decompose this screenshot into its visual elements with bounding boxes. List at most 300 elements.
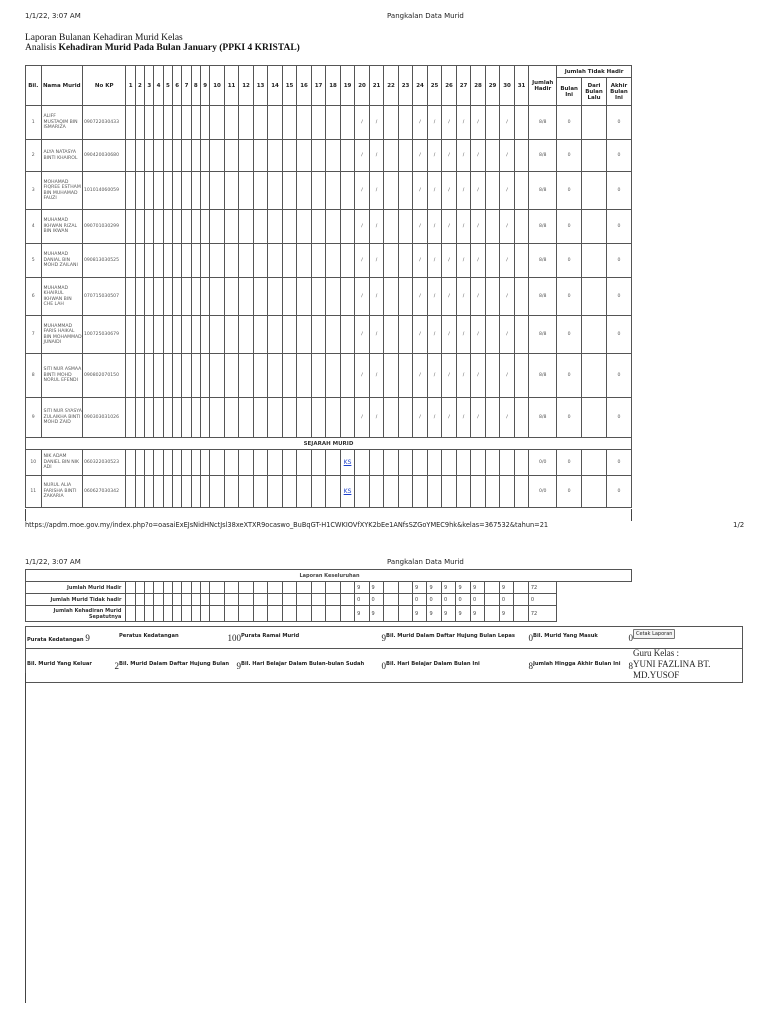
cell-attendance-mark: / [369, 354, 384, 398]
cell-attendance-mark: / [369, 106, 384, 140]
cell-day [282, 354, 297, 398]
peratus-kedatangan-value: 100 [227, 632, 241, 643]
summary-cell [200, 582, 209, 594]
cell-attendance-mark: / [471, 398, 486, 438]
summary-cell [239, 594, 253, 606]
cell-attendance-mark: / [427, 106, 442, 140]
cell-day [210, 450, 225, 476]
header-day: 13 [253, 66, 268, 106]
summary-cell [172, 606, 181, 622]
cell-bulan-ini: 0 [557, 476, 582, 508]
header-day: 29 [485, 66, 500, 106]
header-day: 10 [210, 66, 225, 106]
cell-attendance-mark: / [442, 398, 457, 438]
cell-day [398, 210, 413, 244]
cell-day [384, 140, 399, 172]
cell-day [326, 172, 341, 210]
cell-day [253, 244, 268, 278]
cell-day [514, 172, 529, 210]
cell-day [145, 244, 154, 278]
summary-cell [297, 606, 311, 622]
cell-day [239, 316, 254, 354]
summary-cell [282, 594, 296, 606]
summary-value: 9 [470, 606, 484, 622]
cell-day [126, 354, 135, 398]
cell-attendance-mark: / [355, 172, 370, 210]
cell-day [173, 140, 182, 172]
summary-spacer [556, 594, 631, 606]
header-jumlah-hadir: Jumlah Hadir [529, 66, 557, 106]
summary-cell [182, 594, 191, 606]
cell-nama: MUHAMAD KHAIRUL IKHWAN BIN CHE LAH [41, 278, 82, 316]
laporan-keseluruhan-title: Laporan Keseluruhan [26, 570, 632, 582]
table-row [26, 106, 632, 140]
cell-day [191, 172, 200, 210]
cell-day [282, 210, 297, 244]
jumlah-akhir-value: 8 [628, 660, 633, 671]
header-day: 19 [340, 66, 355, 106]
cell-day [239, 172, 254, 210]
cell-day [311, 278, 326, 316]
cell-day [210, 106, 225, 140]
summary-cell [268, 594, 282, 606]
cell-attendance-mark: / [471, 210, 486, 244]
summary-cell [135, 594, 144, 606]
summary-value: 0 [369, 594, 383, 606]
cell-attendance-mark: / [456, 172, 471, 210]
cell-day [210, 316, 225, 354]
cell-day [427, 476, 442, 508]
header-day: 9 [200, 66, 209, 106]
cell-attendance-mark: / [471, 244, 486, 278]
cell-day [200, 244, 209, 278]
cell-day [154, 172, 163, 210]
cell-bulan-ini: 0 [557, 316, 582, 354]
cell-day [135, 172, 144, 210]
cell-day [182, 278, 191, 316]
cell-day [340, 244, 355, 278]
cell-day [182, 316, 191, 354]
cell-attendance-mark: / [442, 140, 457, 172]
cell-day [485, 140, 500, 172]
summary-cell [384, 582, 398, 594]
cell-day [173, 476, 182, 508]
cell-day [224, 316, 239, 354]
summary-cell [311, 606, 325, 622]
summary-cell [126, 594, 135, 606]
cell-day [200, 316, 209, 354]
guru-kelas-name: YUNI FAZLINA BT. MD.YUSOF [633, 659, 711, 680]
cell-day [173, 210, 182, 244]
cell-hadir: 8/8 [529, 398, 557, 438]
summary-cell [126, 606, 135, 622]
cell-day [282, 476, 297, 508]
cell-day [514, 316, 529, 354]
cell-attendance-mark: / [369, 210, 384, 244]
cell-hadir: 8/8 [529, 354, 557, 398]
cell-day [253, 354, 268, 398]
cell-day [163, 106, 172, 140]
cell-attendance-mark: / [369, 244, 384, 278]
cell-day [297, 354, 312, 398]
cell-day [135, 450, 144, 476]
cell-akhir-bulan-ini: 0 [606, 398, 631, 438]
cell-day [297, 278, 312, 316]
stats-table-wrap [25, 626, 743, 683]
ks-link[interactable]: KS [343, 488, 352, 495]
cell-day [268, 450, 283, 476]
cell-day [471, 476, 486, 508]
cell-hadir: 0/0 [529, 476, 557, 508]
cell-day [182, 398, 191, 438]
summary-value: 0 [441, 594, 455, 606]
cell-dari-bulan-lalu [582, 398, 607, 438]
cell-day [163, 210, 172, 244]
summary-value: 9 [427, 582, 441, 594]
summary-cell [154, 606, 163, 622]
cell-nokp: 070715030507 [82, 278, 126, 316]
summary-cell [163, 594, 172, 606]
cell-day [182, 244, 191, 278]
bil-daftar-lepas-value: 0 [528, 632, 533, 643]
cell-bulan-ini: 0 [557, 172, 582, 210]
cell-attendance-mark: / [369, 316, 384, 354]
summary-total: 72 [528, 606, 556, 622]
cell-day [154, 316, 163, 354]
cell-day [340, 172, 355, 210]
cell-day [398, 316, 413, 354]
page2-margin-left [25, 673, 26, 1003]
cell-day [224, 398, 239, 438]
cell-akhir-bulan-ini: 0 [606, 210, 631, 244]
header-day: 6 [173, 66, 182, 106]
cell-day [514, 278, 529, 316]
summary-table [25, 569, 632, 622]
summary-value: 9 [427, 606, 441, 622]
header-day: 2 [135, 66, 144, 106]
summary-cell [485, 582, 499, 594]
cell-day [163, 278, 172, 316]
header-day: 20 [355, 66, 370, 106]
attendance-table-wrap [25, 65, 632, 508]
cell-day [384, 316, 399, 354]
cell-attendance-mark: / [442, 244, 457, 278]
cell-attendance-mark: / [442, 172, 457, 210]
hari-sudah-label: Bil. Hari Belajar Dalam Bulan-bulan Sudah [241, 660, 365, 667]
summary-cell [282, 606, 296, 622]
cell-day [145, 398, 154, 438]
cell-day [485, 244, 500, 278]
summary-cell [182, 606, 191, 622]
summary-cell [485, 606, 499, 622]
cell-akhir-bulan-ini: 0 [606, 172, 631, 210]
cell-day [297, 398, 312, 438]
cell-attendance-mark: / [413, 316, 428, 354]
cell-attendance-mark: / [456, 278, 471, 316]
summary-value: 9 [369, 606, 383, 622]
header-day: 12 [239, 66, 254, 106]
cell-day [210, 244, 225, 278]
cell-attendance-mark: / [500, 398, 515, 438]
summary-value: 9 [413, 582, 427, 594]
report-subtitle-prefix: Analisis [25, 43, 59, 53]
cell-day [135, 316, 144, 354]
summary-cell [210, 594, 224, 606]
cell-day [224, 244, 239, 278]
cell-dari-bulan-lalu [582, 172, 607, 210]
cell-day [224, 172, 239, 210]
cell-attendance-mark: / [500, 354, 515, 398]
cell-day [182, 172, 191, 210]
cell-attendance-mark: / [413, 106, 428, 140]
cell-attendance-mark: / [456, 210, 471, 244]
table-row [26, 140, 632, 172]
cell-day [427, 450, 442, 476]
cell-dari-bulan-lalu [582, 106, 607, 140]
cell-hadir: 8/8 [529, 316, 557, 354]
cell-day [154, 476, 163, 508]
cell-day [239, 354, 254, 398]
header-dari-bulan-lalu: Dari Bulan Lalu [582, 78, 607, 106]
cell-day [191, 476, 200, 508]
summary-value: 9 [499, 606, 513, 622]
bil-keluar-value: 2 [114, 660, 119, 671]
cell-day [485, 450, 500, 476]
cell-day [485, 476, 500, 508]
cell-day [485, 278, 500, 316]
summary-cell [384, 606, 398, 622]
cell-akhir-bulan-ini: 0 [606, 316, 631, 354]
cell-attendance-mark: / [413, 140, 428, 172]
cell-akhir-bulan-ini: 0 [606, 450, 631, 476]
cell-day [253, 106, 268, 140]
cell-attendance-mark: / [355, 140, 370, 172]
cell-hadir: 8/8 [529, 278, 557, 316]
cell-attendance-mark: / [355, 278, 370, 316]
summary-cell [326, 582, 340, 594]
cell-day [340, 106, 355, 140]
cell-day [191, 354, 200, 398]
cell-day [224, 450, 239, 476]
cell-day [224, 278, 239, 316]
cell-nama: NURUL ALIA FARISHA BINTI ZAKARIA [41, 476, 82, 508]
summary-cell [253, 582, 267, 594]
cell-attendance-mark: / [471, 316, 486, 354]
cell-day [384, 354, 399, 398]
cell-day [239, 106, 254, 140]
summary-cell [282, 582, 296, 594]
cell-day [145, 172, 154, 210]
cell-day [384, 172, 399, 210]
cell-day [191, 398, 200, 438]
summary-cell [514, 582, 528, 594]
cell-day [154, 244, 163, 278]
header-day: 27 [456, 66, 471, 106]
cell-akhir-bulan-ini: 0 [606, 140, 631, 172]
cell-dari-bulan-lalu [582, 210, 607, 244]
cell-day [485, 106, 500, 140]
cell-attendance-mark: / [456, 140, 471, 172]
cell-hadir: 8/8 [529, 106, 557, 140]
cell-day [191, 278, 200, 316]
cell-day [210, 278, 225, 316]
bil-daftar-lepas-label: Bil. Murid Dalam Daftar Hujung Bulan Lepas [386, 632, 515, 639]
summary-cell [514, 594, 528, 606]
cell-bil: 2 [26, 140, 42, 172]
cell-attendance-mark: / [500, 140, 515, 172]
cell-day [154, 210, 163, 244]
cell-attendance-mark: / [355, 210, 370, 244]
summary-label: Jumlah Murid Hadir [26, 582, 126, 594]
site-title-2: Pangkalan Data Murid [387, 558, 464, 566]
cell-day [126, 106, 135, 140]
cell-day [471, 450, 486, 476]
cell-attendance-mark: / [471, 172, 486, 210]
cell-day [355, 450, 370, 476]
cell-day [326, 476, 341, 508]
cell-attendance-mark: / [355, 244, 370, 278]
header-day: 26 [442, 66, 457, 106]
cell-day [297, 450, 312, 476]
table-row [26, 244, 632, 278]
cell-day [239, 244, 254, 278]
cell-day [398, 140, 413, 172]
cell-day [398, 450, 413, 476]
cell-nokp: 060627030342 [82, 476, 126, 508]
cell-attendance-mark: / [442, 316, 457, 354]
cell-nama: MUHAMMAD FARIS HAIKAL BIN MOHAMMAD JUNAIDI [41, 316, 82, 354]
peratus-kedatangan-label: Peratus Kedatangan [119, 632, 179, 639]
cell-day [326, 140, 341, 172]
cell-day [282, 450, 297, 476]
cell-day [200, 106, 209, 140]
cell-bil: 4 [26, 210, 42, 244]
cell-day [282, 140, 297, 172]
cell-nama: SITI NUR SYASYA ZULAIKHA BINTI MOHD ZAID [41, 398, 82, 438]
bil-masuk-label: Bil. Murid Yang Masuk [533, 632, 598, 639]
cell-day [224, 140, 239, 172]
summary-cell [210, 606, 224, 622]
cell-hadir: 8/8 [529, 140, 557, 172]
summary-cell [145, 582, 154, 594]
header-day: 16 [297, 66, 312, 106]
cell-day [163, 354, 172, 398]
table-row [26, 210, 632, 244]
summary-value: 9 [499, 582, 513, 594]
cell-akhir-bulan-ini: 0 [606, 476, 631, 508]
header-bulan-ini: Bulan Ini [557, 78, 582, 106]
cell-attendance-mark: / [369, 172, 384, 210]
header-bil: Bil. [26, 66, 42, 106]
cell-attendance-mark: / [369, 140, 384, 172]
cell-day [126, 450, 135, 476]
cell-nama: NIK ADAM DANIEL BIN NIK ADI [41, 450, 82, 476]
cell-day [369, 476, 384, 508]
cell-day [311, 398, 326, 438]
cell-nama: SITI NUR ASMAA BINTI MOHD NORUL EFENDI [41, 354, 82, 398]
ks-link[interactable]: KS [343, 459, 352, 466]
summary-cell [340, 606, 354, 622]
cell-day [297, 244, 312, 278]
cell-day [514, 244, 529, 278]
cell-attendance-mark: / [413, 244, 428, 278]
cell-day [326, 398, 341, 438]
cell-day [268, 172, 283, 210]
cell-day [145, 354, 154, 398]
summary-value: 0 [456, 594, 470, 606]
cell-day [210, 140, 225, 172]
summary-value: 9 [355, 606, 369, 622]
summary-cell [311, 594, 325, 606]
header-day: 24 [413, 66, 428, 106]
cell-attendance-mark: / [427, 244, 442, 278]
cell-day [311, 450, 326, 476]
cell-day [326, 278, 341, 316]
cell-day [282, 316, 297, 354]
cell-bulan-ini: 0 [557, 106, 582, 140]
cell-attendance-mark: / [413, 354, 428, 398]
cell-day [126, 244, 135, 278]
cell-day [210, 210, 225, 244]
cell-day [200, 354, 209, 398]
cell-day [326, 244, 341, 278]
cell-attendance-mark: / [427, 172, 442, 210]
bil-daftar-lepas-cell [386, 627, 533, 649]
cell-day [239, 476, 254, 508]
cell-day [135, 398, 144, 438]
cell-attendance-mark: / [500, 172, 515, 210]
summary-cell [172, 594, 181, 606]
cell-attendance-mark: / [369, 398, 384, 438]
cell-day [326, 106, 341, 140]
purata-kedatangan-cell [26, 627, 120, 649]
summary-value: 0 [499, 594, 513, 606]
bil-masuk-cell [533, 627, 633, 649]
cell-bulan-ini: 0 [557, 398, 582, 438]
header-jumlah-tidak-hadir: Jumlah Tidak Hadir [557, 66, 632, 78]
cell-day [173, 172, 182, 210]
cell-bil: 7 [26, 316, 42, 354]
cell-dari-bulan-lalu [582, 244, 607, 278]
summary-row [26, 594, 632, 606]
cell-attendance-mark: / [413, 172, 428, 210]
page-number: 1/2 [733, 521, 745, 529]
cell-day [182, 354, 191, 398]
cell-day [173, 106, 182, 140]
cell-day [182, 106, 191, 140]
cell-day [173, 278, 182, 316]
cell-day [514, 450, 529, 476]
cell-bulan-ini: 0 [557, 278, 582, 316]
cell-bil: 10 [26, 450, 42, 476]
cell-day [297, 210, 312, 244]
cetak-laporan-button[interactable]: Cetak Laporan [633, 629, 675, 639]
cell-hadir: 8/8 [529, 244, 557, 278]
cell-day [163, 398, 172, 438]
cell-day [326, 210, 341, 244]
cell-day [398, 278, 413, 316]
cell-day [145, 476, 154, 508]
header-day: 21 [369, 66, 384, 106]
summary-cell [326, 594, 340, 606]
bil-daftar-ini-cell [119, 649, 241, 683]
cell-history-link [340, 476, 355, 508]
cell-nokp: 090303031026 [82, 398, 126, 438]
cell-attendance-mark: / [355, 398, 370, 438]
cell-day [191, 450, 200, 476]
bil-keluar-label: Bil. Murid Yang Keluar [27, 660, 92, 667]
summary-cell [135, 582, 144, 594]
